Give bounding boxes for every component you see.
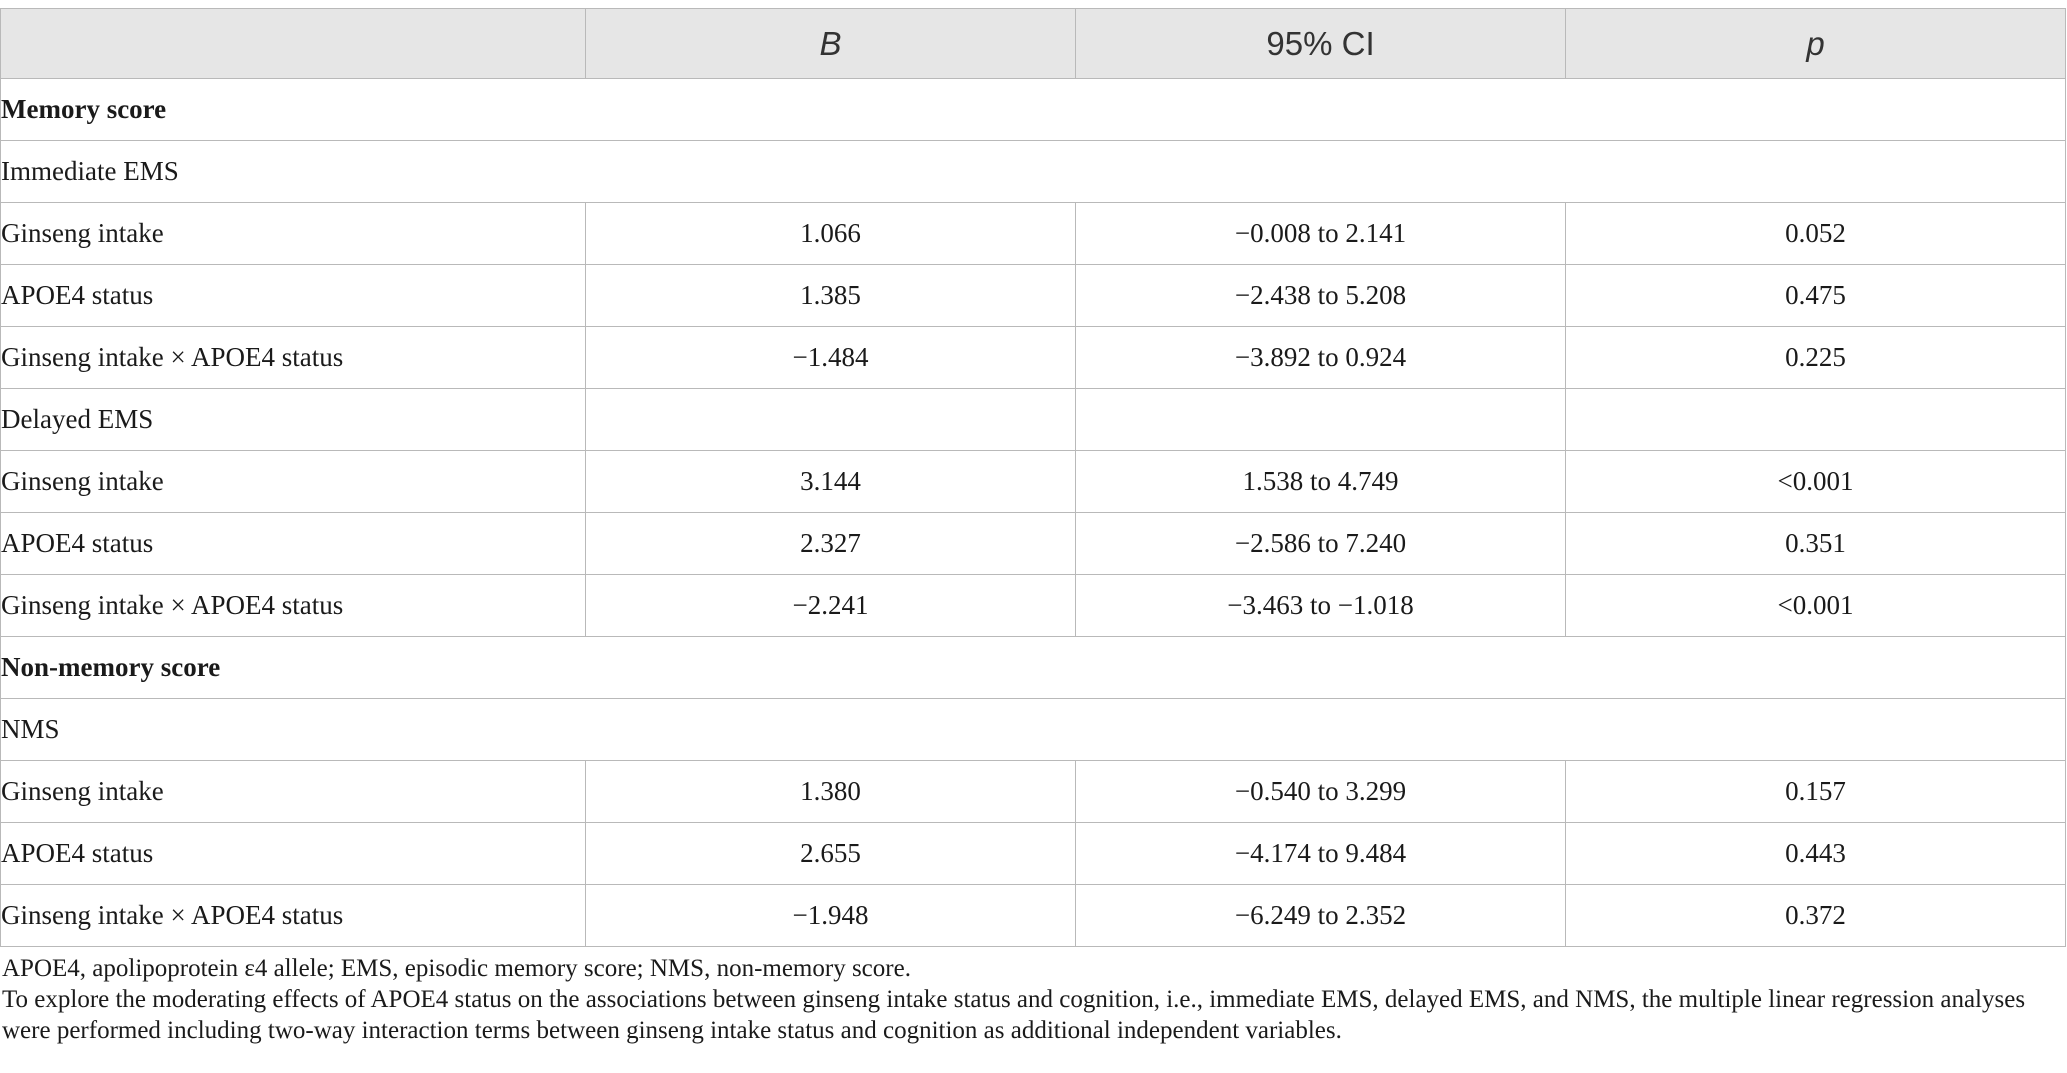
header-variable <box>1 9 586 79</box>
group-label: Immediate EMS <box>1 141 2066 203</box>
header-ci: 95% CI <box>1076 9 1566 79</box>
table-row <box>1 761 2066 823</box>
regression-table-container <box>0 8 2067 947</box>
group-row <box>1 389 2066 451</box>
b-cell: 1.385 <box>586 265 1076 327</box>
header-row <box>1 9 2066 79</box>
p-cell: <0.001 <box>1566 451 2066 513</box>
p-cell: 0.351 <box>1566 513 2066 575</box>
table-row <box>1 265 2066 327</box>
p-cell: 0.443 <box>1566 823 2066 885</box>
b-cell: 3.144 <box>586 451 1076 513</box>
table-row <box>1 203 2066 265</box>
ci-cell: −0.008 to 2.141 <box>1076 203 1566 265</box>
variable-cell: APOE4 status <box>1 265 586 327</box>
p-cell: 0.475 <box>1566 265 2066 327</box>
p-cell: 0.157 <box>1566 761 2066 823</box>
b-cell: 1.066 <box>586 203 1076 265</box>
ci-cell: −4.174 to 9.484 <box>1076 823 1566 885</box>
variable-cell: Ginseng intake <box>1 451 586 513</box>
header-b: B <box>586 9 1076 79</box>
table-row <box>1 575 2066 637</box>
variable-cell: Ginseng intake × APOE4 status <box>1 885 586 947</box>
section-row <box>1 637 2066 699</box>
variable-cell: Ginseng intake <box>1 203 586 265</box>
variable-cell: APOE4 status <box>1 823 586 885</box>
section-title: Non-memory score <box>1 637 2066 699</box>
p-cell: 0.372 <box>1566 885 2066 947</box>
table-row <box>1 885 2066 947</box>
empty-cell <box>1076 389 1566 451</box>
group-row <box>1 699 2066 761</box>
table-row <box>1 327 2066 389</box>
variable-cell: APOE4 status <box>1 513 586 575</box>
ci-cell: −0.540 to 3.299 <box>1076 761 1566 823</box>
ci-cell: 1.538 to 4.749 <box>1076 451 1566 513</box>
b-cell: 1.380 <box>586 761 1076 823</box>
group-label: NMS <box>1 699 2066 761</box>
table-row <box>1 513 2066 575</box>
ci-cell: −3.892 to 0.924 <box>1076 327 1566 389</box>
ci-cell: −6.249 to 2.352 <box>1076 885 1566 947</box>
variable-cell: Ginseng intake <box>1 761 586 823</box>
section-title: Memory score <box>1 79 2066 141</box>
p-cell: 0.052 <box>1566 203 2066 265</box>
footnote-methods: To explore the moderating effects of APOE4 status on the associations between ginseng intake status and cognition, i.e., immediate EMS, delayed EMS, and NMS, the multiple linear regression analyses were performed including two-way interaction terms between ginseng intake status and cognition as additional independent variables. <box>2 986 2026 1044</box>
table-footnotes <box>2 953 2065 1046</box>
p-cell: 0.225 <box>1566 327 2066 389</box>
b-cell: 2.655 <box>586 823 1076 885</box>
table-row <box>1 823 2066 885</box>
regression-table <box>0 8 2066 947</box>
b-cell: −2.241 <box>586 575 1076 637</box>
footnote-abbreviations: APOE4, apolipoprotein ε4 allele; EMS, episodic memory score; NMS, non-memory score. <box>2 955 911 982</box>
variable-cell: Ginseng intake × APOE4 status <box>1 327 586 389</box>
ci-cell: −2.438 to 5.208 <box>1076 265 1566 327</box>
section-row <box>1 79 2066 141</box>
empty-cell <box>586 389 1076 451</box>
group-row <box>1 141 2066 203</box>
variable-cell: Ginseng intake × APOE4 status <box>1 575 586 637</box>
table-body <box>1 79 2066 947</box>
empty-cell <box>1566 389 2066 451</box>
header-p: p <box>1566 9 2066 79</box>
b-cell: 2.327 <box>586 513 1076 575</box>
b-cell: −1.948 <box>586 885 1076 947</box>
table-row <box>1 451 2066 513</box>
ci-cell: −3.463 to −1.018 <box>1076 575 1566 637</box>
p-cell: <0.001 <box>1566 575 2066 637</box>
b-cell: −1.484 <box>586 327 1076 389</box>
group-label: Delayed EMS <box>1 389 586 451</box>
ci-cell: −2.586 to 7.240 <box>1076 513 1566 575</box>
table-header <box>1 9 2066 79</box>
